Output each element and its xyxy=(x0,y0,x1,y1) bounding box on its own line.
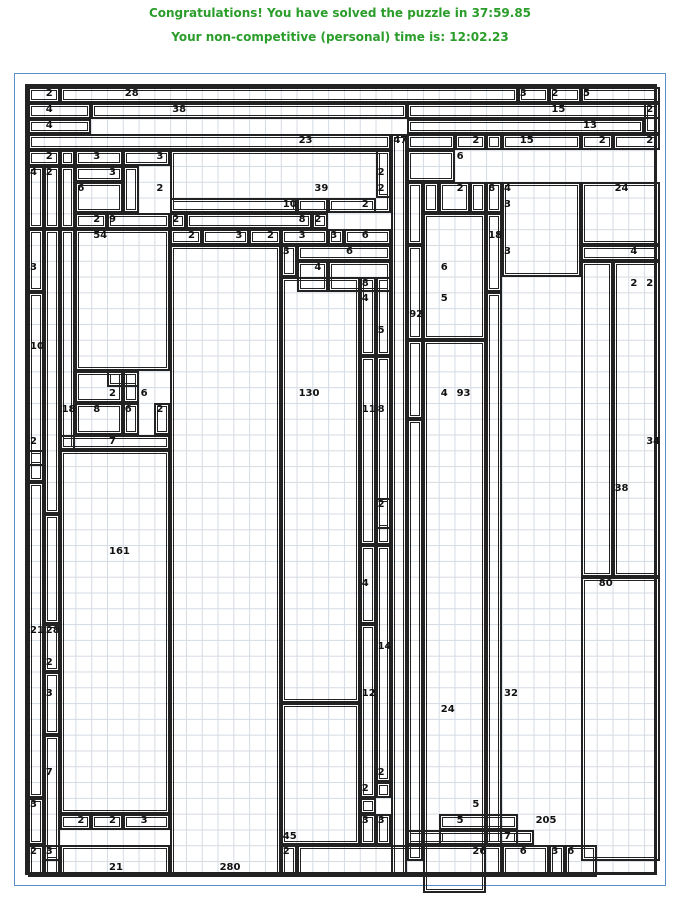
region-outline xyxy=(407,830,533,846)
puzzle-board xyxy=(25,84,661,875)
clue-number: 38 xyxy=(172,103,187,115)
clue-number: 4 xyxy=(630,246,638,257)
clue-number: 6 xyxy=(361,230,369,242)
region-outline xyxy=(439,814,518,830)
clue-number: 5 xyxy=(456,814,464,826)
clue-number: 280 xyxy=(219,862,241,874)
region-outline xyxy=(75,229,170,371)
clue-number: 54 xyxy=(93,230,108,242)
region-outline xyxy=(60,229,76,450)
clue-number: 6 xyxy=(519,846,527,858)
clue-number: 15 xyxy=(519,135,534,147)
clue-number: 3 xyxy=(30,261,37,273)
clue-number: 5 xyxy=(583,88,590,99)
region-outline xyxy=(360,798,376,814)
clue-number: 2 xyxy=(646,103,654,115)
clue-number: 8 xyxy=(361,277,369,289)
region-outline xyxy=(28,87,60,103)
clue-number: 8 xyxy=(377,404,385,415)
region-outline xyxy=(486,292,502,845)
region-outline xyxy=(407,419,423,861)
region-outline xyxy=(581,577,660,861)
region-outline xyxy=(28,103,91,119)
clue-number: 2 xyxy=(551,88,559,99)
clue-number: 2 xyxy=(472,135,480,147)
clue-number: 11 xyxy=(361,404,376,415)
clue-number: 6 xyxy=(440,261,448,273)
clue-number: 7 xyxy=(504,830,511,842)
region-outline xyxy=(360,624,376,798)
region-outline xyxy=(486,213,502,292)
clue-number: 5 xyxy=(472,799,480,810)
clue-number: 2 xyxy=(361,783,369,795)
clue-number: 4 xyxy=(440,388,448,400)
clue-number: 3 xyxy=(551,846,559,858)
region-outline xyxy=(297,198,329,214)
region-outline xyxy=(423,213,486,339)
clue-number: 2 xyxy=(109,388,116,400)
clue-number: 4 xyxy=(45,103,53,115)
clue-number: 28 xyxy=(45,625,60,637)
clue-number: 6 xyxy=(567,846,575,858)
clue-number: 3 xyxy=(45,688,53,700)
clue-number: 3 xyxy=(298,230,306,242)
clue-number: 8 xyxy=(488,182,496,194)
region-outline xyxy=(486,134,502,150)
clue-number: 2 xyxy=(630,277,638,289)
region-outline xyxy=(107,213,170,229)
region-outline xyxy=(407,245,423,340)
clue-number: 3 xyxy=(140,814,148,826)
clue-number: 3 xyxy=(504,246,511,257)
region-outline xyxy=(455,134,487,150)
clue-number: 3 xyxy=(156,151,164,163)
clue-number: 32 xyxy=(504,688,518,700)
region-outline xyxy=(407,182,423,245)
clue-number: 2 xyxy=(646,277,654,289)
clue-number: 3 xyxy=(361,814,369,826)
clue-number: 2 xyxy=(267,230,274,242)
clue-number: 6 xyxy=(124,404,132,415)
clue-number: 18 xyxy=(488,230,503,242)
region-outline xyxy=(75,213,107,229)
clue-number: 4 xyxy=(361,577,369,589)
region-outline xyxy=(28,119,91,135)
clue-number: 3 xyxy=(235,230,243,242)
region-outline xyxy=(376,277,392,356)
region-outline xyxy=(439,182,471,214)
region-outline xyxy=(107,371,139,387)
region-outline xyxy=(28,150,60,166)
clue-number: 3 xyxy=(45,846,53,858)
clue-number: 23 xyxy=(298,135,313,147)
clue-number: 3 xyxy=(109,167,116,178)
clue-number: 6 xyxy=(456,151,464,163)
clue-number: 3 xyxy=(330,230,338,242)
region-outline xyxy=(407,119,644,135)
clue-number: 2 xyxy=(93,214,101,226)
clue-number: 2 xyxy=(361,198,369,210)
region-outline xyxy=(91,814,123,830)
clue-number: 2 xyxy=(109,814,116,826)
clue-number: 38 xyxy=(614,483,629,494)
clue-number: 3 xyxy=(504,198,511,210)
clue-number: 34 xyxy=(646,435,661,447)
clue-number: 2 xyxy=(282,846,290,858)
clue-number: 13 xyxy=(583,119,597,131)
clue-number: 2 xyxy=(377,767,385,779)
region-outline xyxy=(613,261,660,577)
region-outline xyxy=(249,229,281,245)
clue-number: 7 xyxy=(109,435,116,447)
clue-number: 6 xyxy=(346,246,353,257)
clue-number: 80 xyxy=(598,577,613,589)
region-outline xyxy=(360,356,376,546)
region-outline xyxy=(281,277,360,704)
region-outline xyxy=(407,103,660,119)
region-outline xyxy=(297,845,502,877)
clue-number: 4 xyxy=(45,119,53,131)
clue-number: 2 xyxy=(156,182,164,194)
clue-number: 161 xyxy=(109,546,130,558)
clue-number: 9 xyxy=(109,214,116,226)
clue-number: 8 xyxy=(298,214,306,226)
region-outline xyxy=(581,261,613,577)
clue-number: 6 xyxy=(140,388,148,400)
clue-number: 28 xyxy=(124,88,139,99)
region-outline xyxy=(502,182,581,277)
clue-number: 8 xyxy=(93,404,101,415)
clue-number: 92 xyxy=(409,309,424,321)
region-outline xyxy=(581,134,613,150)
clue-number: 3 xyxy=(30,799,37,810)
region-outline xyxy=(60,166,76,229)
clue-number: 2 xyxy=(77,814,85,826)
clue-number: 2 xyxy=(45,88,53,99)
clue-number: 4 xyxy=(504,182,511,194)
region-outline xyxy=(44,735,60,861)
clue-number: 7 xyxy=(45,767,53,779)
clue-number: 2 xyxy=(377,498,385,510)
region-outline xyxy=(60,814,92,830)
region-outline xyxy=(376,545,392,782)
clue-number: 2 xyxy=(45,656,53,668)
clue-number: 2 xyxy=(377,167,385,178)
personal-time-message: Your non-competitive (personal) time is: 12:02.23 xyxy=(171,30,509,44)
clue-number: 21 xyxy=(30,625,44,637)
clue-number: 2 xyxy=(456,182,464,194)
region-outline xyxy=(297,245,392,261)
clue-number: 2 xyxy=(156,404,164,415)
region-outline xyxy=(407,134,454,150)
clue-number: 10 xyxy=(30,340,44,352)
region-outline xyxy=(91,103,407,119)
clue-number: 2 xyxy=(598,135,606,147)
clue-number: 3 xyxy=(282,246,290,257)
clue-number: 2 xyxy=(172,214,180,226)
region-outline xyxy=(423,182,439,214)
clue-number: 2 xyxy=(30,846,37,858)
region-outline xyxy=(44,672,60,735)
region-outline xyxy=(28,134,391,150)
solved-message: Congratulations! You have solved the puzzle in 37:59.85 xyxy=(148,6,532,20)
clue-number: 18 xyxy=(61,404,76,415)
region-outline xyxy=(407,340,423,419)
region-outline xyxy=(28,229,44,292)
region-outline xyxy=(170,229,202,245)
region-outline xyxy=(123,166,139,213)
region-outline xyxy=(391,134,407,877)
clue-number: 45 xyxy=(282,830,297,842)
clue-number: 10 xyxy=(282,198,297,210)
clue-number: 3 xyxy=(377,814,385,826)
clue-number: 2 xyxy=(188,230,195,242)
clue-number: 2 xyxy=(314,214,322,226)
region-outline xyxy=(407,150,454,182)
clue-number: 24 xyxy=(440,704,455,716)
region-outline xyxy=(470,182,486,214)
clue-number: 14 xyxy=(377,641,392,652)
clue-number: 3 xyxy=(519,88,527,99)
clue-number: 47 xyxy=(393,135,408,147)
clue-number: 2 xyxy=(45,151,53,163)
clue-number: 93 xyxy=(456,388,471,400)
clue-number: 3 xyxy=(93,151,101,163)
region-outline xyxy=(581,245,660,261)
region-outline xyxy=(170,198,296,214)
region-outline xyxy=(502,134,581,150)
clue-number: 130 xyxy=(298,388,320,400)
region-outline xyxy=(281,703,360,845)
clue-number: 4 xyxy=(361,293,369,305)
region-outline xyxy=(44,514,60,625)
clue-number: 6 xyxy=(77,182,85,194)
clue-number: 4 xyxy=(314,261,322,273)
region-outline xyxy=(376,782,392,798)
clue-number: 12 xyxy=(361,688,376,700)
clue-number: 24 xyxy=(614,182,629,194)
clue-number: 2 xyxy=(45,167,53,178)
region-outline xyxy=(186,213,312,229)
clue-number: 2 xyxy=(377,182,385,194)
region-outline xyxy=(28,482,44,798)
clue-number: 2 xyxy=(30,435,37,447)
clue-number: 205 xyxy=(535,814,557,826)
region-outline xyxy=(581,87,660,103)
region-outline xyxy=(60,150,76,166)
clue-number: 4 xyxy=(30,167,37,178)
region-outline xyxy=(170,245,281,877)
clue-number: 5 xyxy=(377,325,385,336)
clue-number: 26 xyxy=(472,846,487,858)
clue-number: 21 xyxy=(109,862,123,874)
region-outline xyxy=(28,450,44,482)
region-outline xyxy=(44,229,60,513)
clue-number: 5 xyxy=(440,293,448,305)
clue-number: 39 xyxy=(314,182,329,194)
clue-number: 15 xyxy=(551,103,566,115)
clue-number: 2 xyxy=(646,135,654,147)
region-outline xyxy=(60,450,171,813)
